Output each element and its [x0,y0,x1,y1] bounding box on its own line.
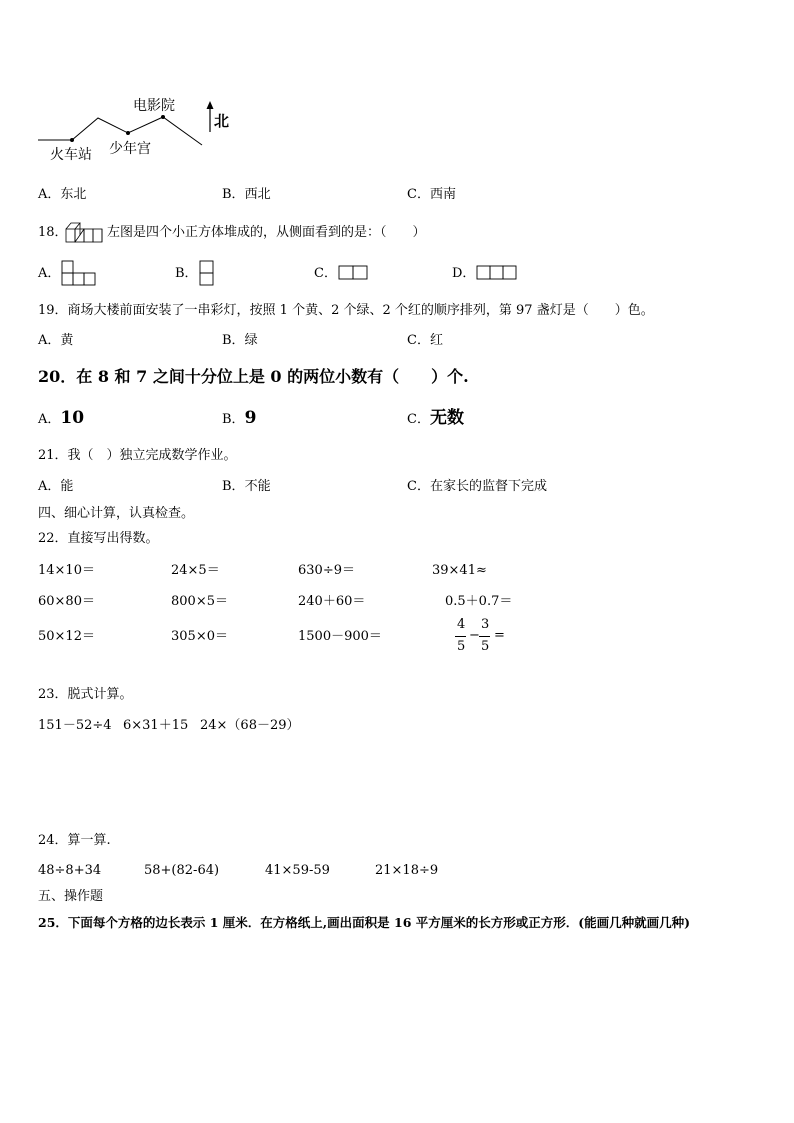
option-letter: B． [222,412,245,427]
option-letter: B． [222,479,245,494]
map-label-station: 火车站 [50,147,92,163]
q22-title: 22．直接写出得数。 [38,531,159,546]
option-letter: A． [38,187,61,202]
minus-sign: − [469,628,480,643]
option-text: 9 [244,408,257,428]
option-letter: A． [38,333,61,348]
point-cinema [161,115,165,119]
option-text: 在家长的监督下完成 [429,479,547,494]
fraction-numerator: 3 [481,617,490,632]
fraction-expression [454,617,514,661]
q23-item: 151－52÷4 [38,718,112,733]
q20-option-c[interactable] [407,410,464,428]
option-text: 黄 [60,333,74,348]
q18-option-d-figure[interactable] [476,265,518,281]
q24-item: 48÷8+34 [38,863,102,878]
cube-stack-figure [64,218,106,246]
q21-option-b[interactable] [222,479,271,495]
north-arrow-head-icon [207,101,214,109]
q17-option-a[interactable] [38,187,86,203]
option-letter: C． [407,412,430,427]
q24-item: 21×18÷9 [375,863,439,878]
option-letter: C． [407,333,430,348]
fraction-denominator: 5 [457,639,466,654]
option-text: 红 [429,333,443,348]
q19-text: 19．商场大楼前面安装了一串彩灯，按照 1 个黄、2 个绿、2 个红的顺序排列，第 97 盏灯是（ ）色。 [38,303,654,318]
q19-option-a[interactable] [38,333,73,349]
q21-text: 21．我（ ）独立完成数学作业。 [38,448,237,463]
q18-number: 18． [38,225,68,240]
q22-item: 24×5＝ [171,563,220,578]
equals-sign: = [494,628,505,643]
option-text: 西北 [244,187,271,202]
option-letter: B． [222,187,245,202]
q22-item: 39×41≈ [432,563,487,578]
map-label-north: 北 [214,112,230,130]
fraction-bar [479,636,490,637]
point-station [70,138,74,142]
q22-item: 630÷9＝ [298,563,355,578]
option-text: 东北 [60,187,87,202]
q18-option-a-label[interactable]: A． [38,266,61,281]
option-text: 不能 [244,479,271,494]
q23-title: 23．脱式计算。 [38,687,133,702]
option-letter: A． [38,479,61,494]
option-text: 10 [60,408,85,428]
fraction-bar [455,636,466,637]
q18-option-b-label[interactable]: B． [175,266,198,281]
q21-option-a[interactable] [38,479,73,495]
q22-item: 305×0＝ [171,629,228,644]
option-letter: C． [407,479,430,494]
option-letter: A． [38,412,61,427]
section-5-heading: 五、操作题 [38,889,104,904]
q24-item: 41×59-59 [265,863,330,878]
point-youth-palace [126,131,130,135]
fraction-numerator: 4 [457,617,466,632]
section-4-heading: 四、细心计算，认真检查。 [38,506,195,521]
q18-text: 左图是四个小正方体堆成的，从侧面看到的是：（ ） [107,225,426,240]
q22-item: 240＋60＝ [298,594,366,609]
q19-option-b[interactable] [222,333,258,349]
q17-option-c[interactable] [407,187,456,203]
map-label-cinema: 电影院 [133,98,175,114]
option-text: 绿 [244,333,258,348]
q24-item: 58+(82-64) [144,863,220,878]
option-text: 西南 [429,187,456,202]
q18-option-b-figure[interactable] [199,260,215,286]
q23-item: 24×（68－29） [200,718,300,733]
q22-item: 14×10＝ [38,563,95,578]
q22-item: 1500－900＝ [298,629,382,644]
option-text: 能 [60,479,74,494]
q20-option-a[interactable] [38,410,84,428]
q25-text: 25．下面每个方格的边长表示 1 厘米．在方格纸上,画出面积是 16 平方厘米的长方形或正方形．(能画几种就画几种) [38,915,691,930]
q20-text: 20．在 8 和 7 之间十分位上是 0 的两位小数有（ ）个. [38,367,469,386]
q21-option-c[interactable] [407,479,547,495]
option-letter: C． [407,187,430,202]
q18-option-c-label[interactable]: C． [314,266,337,281]
q18-option-d-label[interactable]: D． [452,266,476,281]
q17-option-b[interactable] [222,187,271,203]
q20-option-b[interactable] [222,410,256,428]
q22-item: 0.5＋0.7＝ [445,594,513,609]
map-label-youth-palace: 少年宫 [109,141,151,157]
q22-item: 50×12＝ [38,629,95,644]
fraction-denominator: 5 [481,639,490,654]
q23-item: 6×31＋15 [123,718,189,733]
q24-title: 24．算一算. [38,833,111,848]
q19-option-c[interactable] [407,333,443,349]
q18-option-a-figure[interactable] [61,260,99,286]
q18-option-c-figure[interactable] [338,265,370,281]
q22-item: 800×5＝ [171,594,228,609]
q22-item: 60×80＝ [38,594,95,609]
option-text: 无数 [429,408,464,428]
option-letter: B． [222,333,245,348]
